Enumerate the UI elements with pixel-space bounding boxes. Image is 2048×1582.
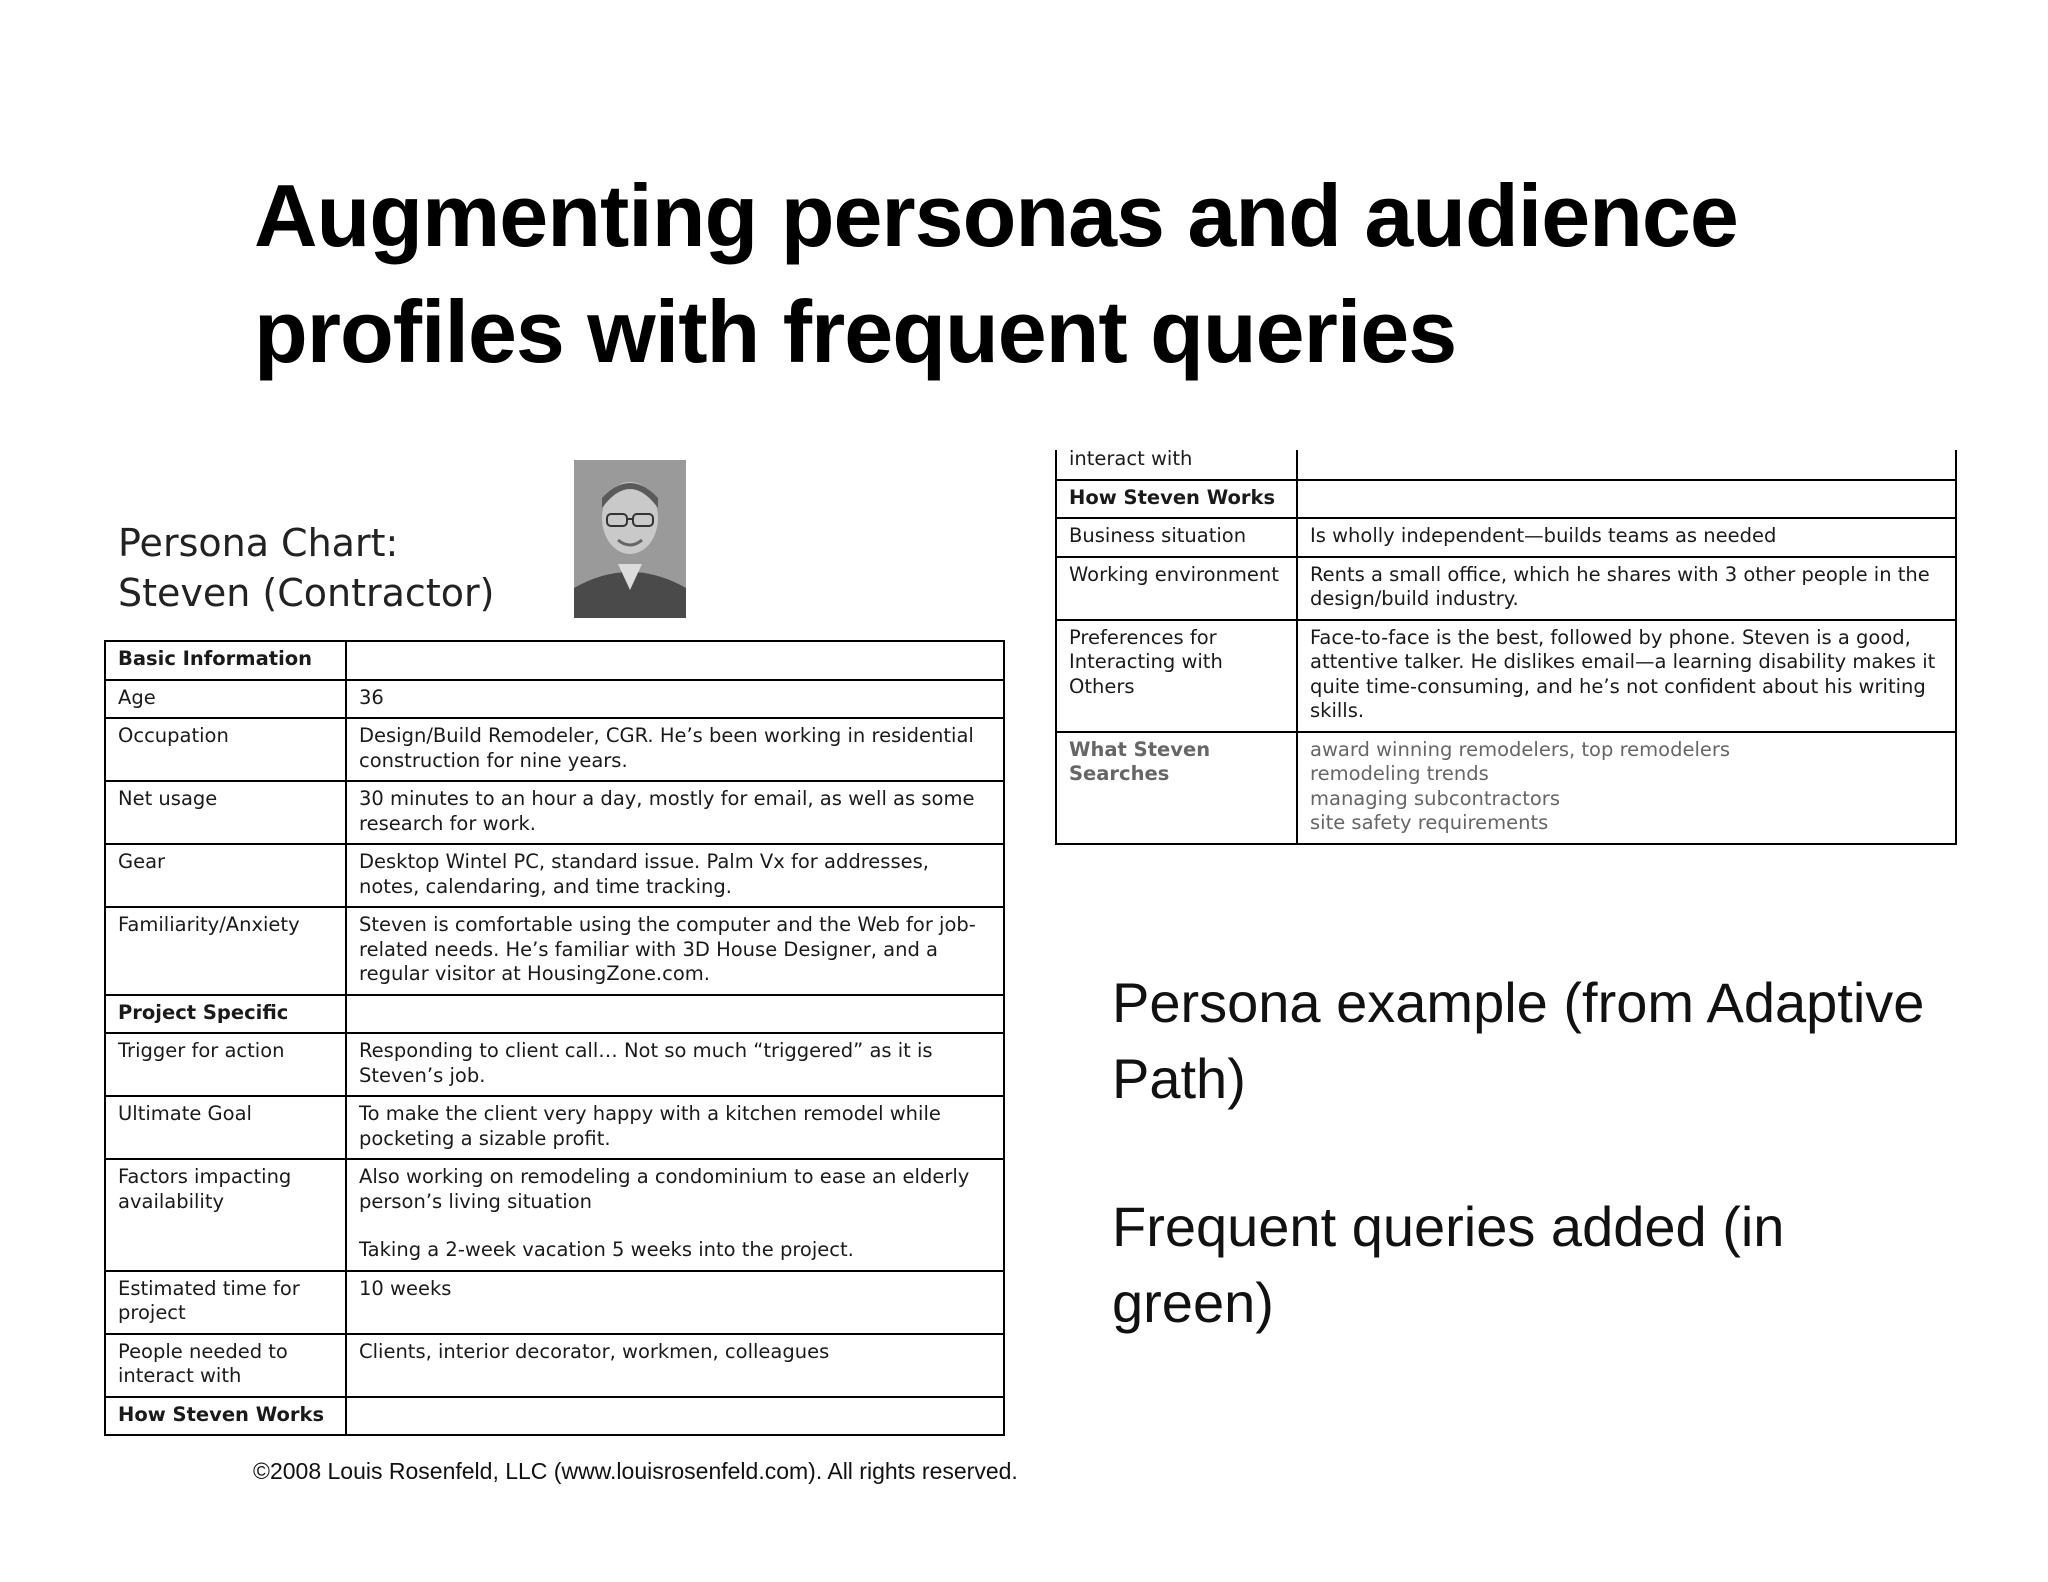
- table-row: [105, 718, 1004, 781]
- note-persona-example: Persona example (from Adaptive Path): [1112, 971, 1925, 1110]
- persona-table-left: [104, 640, 1007, 1450]
- row-value: Clients, interior decorator, workmen, colleagues: [346, 1334, 1004, 1397]
- table-row: [105, 907, 1004, 995]
- persona-chart-heading: [118, 518, 494, 618]
- table-row: [105, 781, 1004, 844]
- note-frequent-queries: Frequent queries added (in green): [1112, 1195, 1785, 1334]
- row-label: Business situation: [1056, 518, 1297, 557]
- row-label: Project Specific: [105, 995, 346, 1034]
- person-photo-icon: [574, 460, 686, 618]
- persona-heading-line-2: Steven (Contractor): [118, 571, 495, 615]
- row-label: People needed to interact with: [105, 1334, 346, 1397]
- row-label: How Steven Works: [1056, 480, 1297, 519]
- row-value: [1297, 450, 1956, 480]
- table-section-row: [1056, 480, 1956, 519]
- row-label: Age: [105, 680, 346, 719]
- table-row: [105, 844, 1004, 907]
- paragraph-gap: [359, 1214, 991, 1238]
- row-value: 10 weeks: [346, 1271, 1004, 1334]
- persona-table: [104, 640, 1005, 1436]
- row-value: 36: [346, 680, 1004, 719]
- row-label: interact with: [1056, 450, 1297, 480]
- row-label: Factors impacting availability: [105, 1159, 346, 1271]
- table-section-row: [105, 1397, 1004, 1436]
- row-value-text: Also working on remodeling a condominium to ease an elderly person’s living situation: [359, 1165, 970, 1213]
- row-label: Net usage: [105, 781, 346, 844]
- row-value: To make the client very happy with a kitchen remodel while pocketing a sizable profit.: [346, 1096, 1004, 1159]
- copyright-footer: ©2008 Louis Rosenfeld, LLC (www.louisrosenfeld.com). All rights reserved.: [253, 1458, 1018, 1484]
- row-value: [346, 1397, 1004, 1436]
- table-row: [105, 680, 1004, 719]
- table-row: [105, 1033, 1004, 1096]
- row-value: Rents a small office, which he shares with 3 other people in the design/build industry.: [1297, 557, 1956, 620]
- table-section-row: [105, 641, 1004, 680]
- row-value: [1297, 480, 1956, 519]
- row-value: 30 minutes to an hour a day, mostly for email, as well as some research for work.: [346, 781, 1004, 844]
- row-label: Gear: [105, 844, 346, 907]
- row-label: Ultimate Goal: [105, 1096, 346, 1159]
- portrait-graphic: [574, 460, 686, 618]
- row-label: Basic Information: [105, 641, 346, 680]
- slide-title: [254, 158, 1954, 390]
- row-label: What Steven Searches: [1056, 732, 1297, 844]
- table-row: [105, 1271, 1004, 1334]
- table-row: [1056, 557, 1956, 620]
- slide-title-line-1: Augmenting personas and audience: [254, 166, 1738, 265]
- row-value-text-2: Taking a 2-week vacation 5 weeks into the project.: [359, 1238, 854, 1261]
- search-query: site safety requirements: [1310, 811, 1549, 834]
- table-row: [1056, 450, 1956, 480]
- table-row: [1056, 518, 1956, 557]
- search-query: managing subcontractors: [1310, 786, 1560, 810]
- row-value: [346, 995, 1004, 1034]
- row-label: Estimated time for project: [105, 1271, 346, 1334]
- searches-row: [1056, 732, 1956, 844]
- table-row: [105, 1334, 1004, 1397]
- persona-table-right: [1055, 450, 1959, 857]
- persona-table-continued: [1055, 450, 1957, 845]
- row-value: Responding to client call… Not so much “triggered” as it is Steven’s job.: [346, 1033, 1004, 1096]
- row-value: Face-to-face is the best, followed by phone. Steven is a good, attentive talker. He dislikes email—a learning disability makes it quite time-consuming, and he’s not confident about his writing skills.: [1297, 620, 1956, 732]
- row-value: [1297, 732, 1956, 844]
- row-label: Familiarity/Anxiety: [105, 907, 346, 995]
- row-label: How Steven Works: [105, 1397, 346, 1436]
- table-row: [105, 1096, 1004, 1159]
- row-value: Is wholly independent—builds teams as needed: [1297, 518, 1956, 557]
- row-label: Preferences for Interacting with Others: [1056, 620, 1297, 732]
- persona-heading-line-1: Persona Chart:: [118, 521, 399, 565]
- slide-title-line-2: profiles with frequent queries: [254, 282, 1457, 381]
- row-label: Occupation: [105, 718, 346, 781]
- row-value: Design/Build Remodeler, CGR. He’s been working in residential construction for nine years.: [346, 718, 1004, 781]
- row-value: Desktop Wintel PC, standard issue. Palm Vx for addresses, notes, calendaring, and time tracking.: [346, 844, 1004, 907]
- row-value: [346, 1159, 1004, 1271]
- row-label: Working environment: [1056, 557, 1297, 620]
- table-row: [105, 1159, 1004, 1271]
- table-section-row: [105, 995, 1004, 1034]
- row-label: Trigger for action: [105, 1033, 346, 1096]
- row-value: [346, 641, 1004, 680]
- search-query: remodeling trends: [1310, 762, 1489, 785]
- table-row: [1056, 620, 1956, 732]
- slide-notes: [1112, 965, 1952, 1413]
- row-value: Steven is comfortable using the computer and the Web for job-related needs. He’s familiar with 3D House Designer, and a regular visitor at HousingZone.com.: [346, 907, 1004, 995]
- search-query: award winning remodelers, top remodelers: [1310, 737, 1731, 761]
